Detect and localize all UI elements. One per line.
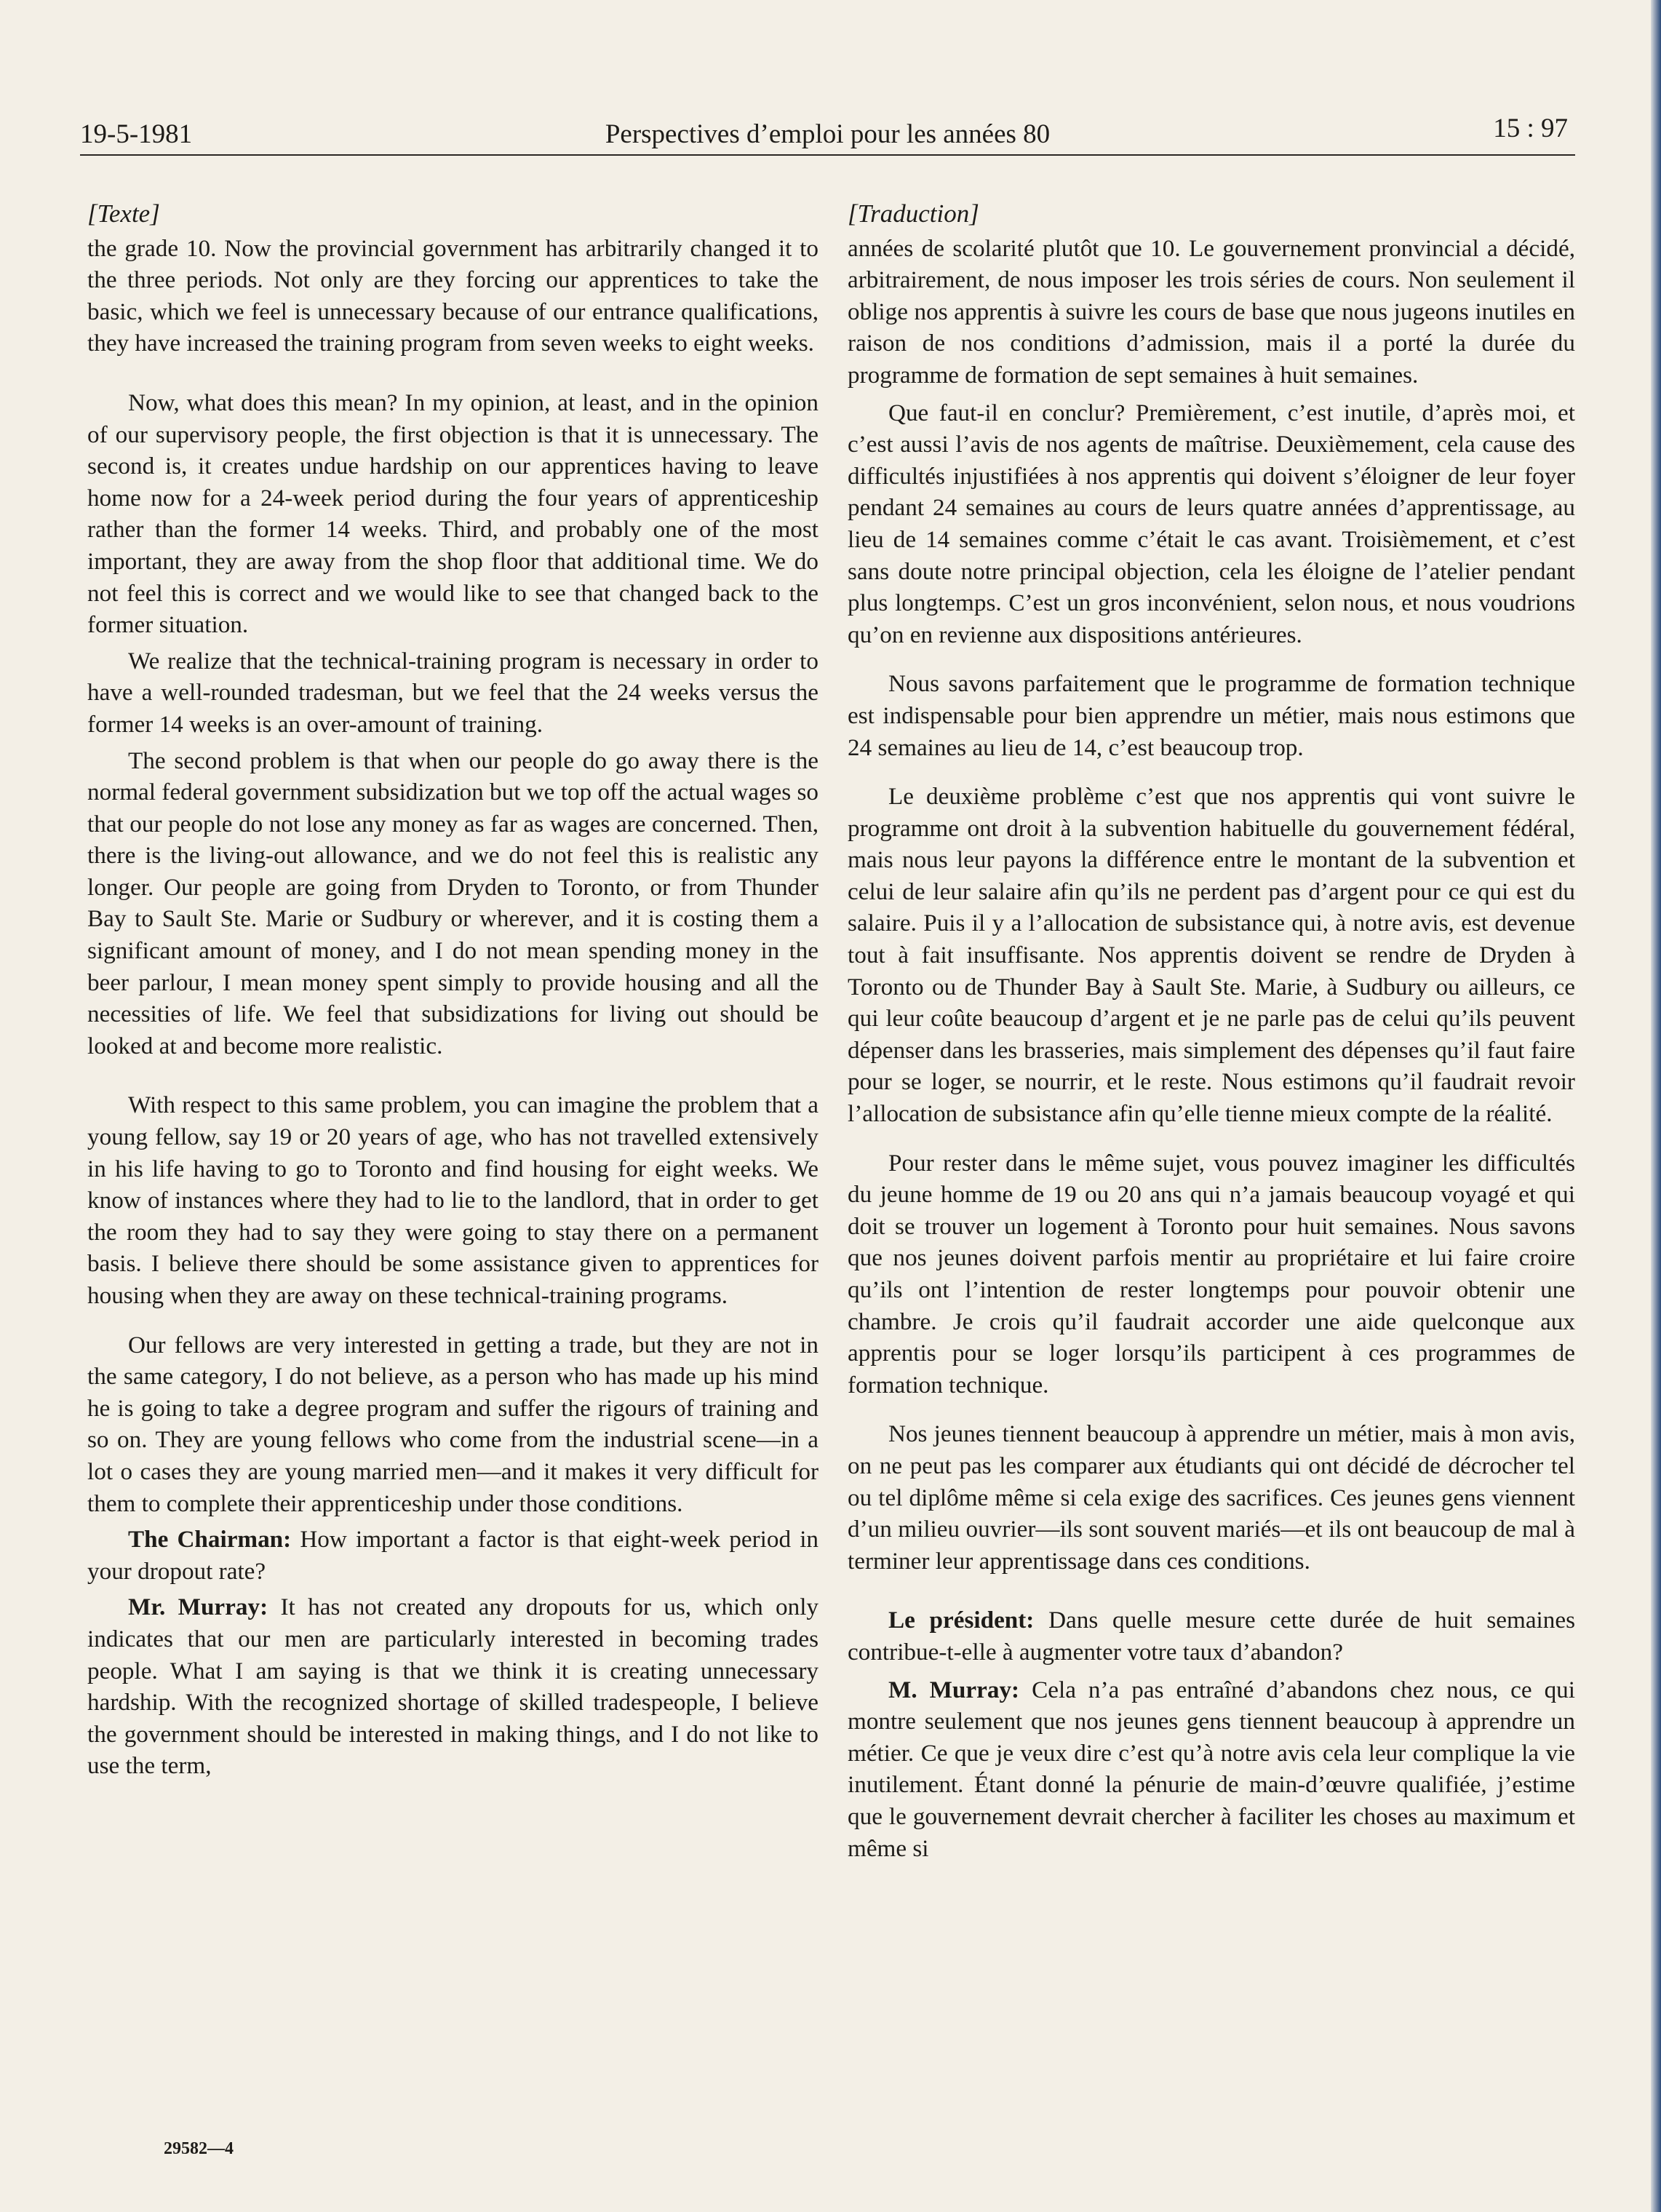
- speaker-name: Mr. Murray:: [128, 1594, 268, 1621]
- english-murray-answer: [87, 1591, 818, 1782]
- french-paragraph: Le deuxième problème c’est que nos apprentis qui vont suivre le programme ont droit à la subvention habituelle du gouvernement fédéral, mais nous leur payons la différence entre le montant de la subvention et celui de leur salaire afin qu’ils ne perdent pas d’argent pour ce qui est du salaire. Puis il y a l’allocation de subsistance qui, à notre avis, est devenue tout à fait insuffisante. Nos apprentis doivent se rendre de Dryden à Toronto ou de Thunder Bay à Sault Ste. Marie, à Sudbury ou ailleurs, ce qui leur coûte beaucoup d’argent et je ne parle pas de celui qu’ils peuvent dépenser dans les brasseries, mais simplement des dépenses qu’il faut faire pour se loger, se nourrir, et le reste. Nous estimons qu’il faudrait revoir l’allocation de subsistance afin qu’elle tienne mieux compte de la réalité.: [848, 783, 1575, 1128]
- header-title: Perspectives d’emploi pour les années 80: [605, 119, 1051, 149]
- speech-text: Dans quelle mesure cette durée de huit semaines contribue-t-elle à augmenter votre taux d’abandon?: [848, 1607, 1576, 1666]
- french-paragraph: Nos jeunes tiennent beaucoup à apprendre un métier, mais à mon avis, on ne peut pas les comparer aux étudiants qui ont décidé de décrocher tel ou tel diplôme même si cela exige des sacrifices. Ces jeunes gens viennent d’un milieu ouvrier—ils sont souvent mariés—et ils ont beaucoup de mal à terminer leur apprentissage dans ces conditions.: [848, 1420, 1575, 1575]
- french-paragraph: années de scolarité plutôt que 10. Le gouvernement pronvincial a décidé, arbitrairement, de nous imposer les trois séries de cours. Non seulement il oblige nos apprentis à suivre les cours de base que nous jugeons inutiles en raison de nos conditions d’admission, mais il a porté la durée du programme de formation de sept semaines à huit semaines.: [848, 234, 1575, 389]
- french-paragraph: Nous savons parfaitement que le programme de formation technique est indispensable pour bien apprendre un métier, mais nous estimons que 24 semaines au lieu de 14, c’est beaucoup trop.: [848, 670, 1575, 761]
- page-header: [80, 109, 1575, 156]
- english-paragraph: We realize that the technical-training program is necessary in order to have a well-rounded tradesman, but we feel that the 24 weeks versus the former 14 weeks is an over-amount of training.: [87, 647, 818, 738]
- french-murray-answer: [848, 1674, 1575, 1865]
- english-paragraph: Our fellows are very interested in getting a trade, but they are not in the same category, I do not believe, as a person who has made up his mind he is going to take a degree program and suffer the rigours of training and so on. They are young fellows who come from the industrial scene—in a lot o cases they are young married men—and it makes it very difficult for them to complete their apprenticeship under those conditions.: [87, 1331, 818, 1517]
- french-paragraph: Que faut-il en conclur? Premièrement, c’est inutile, d’après moi, et c’est aussi l’avis de nos agents de maîtrise. Deuxièmement, cela cause des difficultés injustifiées à nos apprentis qui doivent s’éloigner de leur foyer pendant 24 semaines au cours de leurs quatre années d’apprentissage, au lieu de 14 semaines comme c’était le cas avant. Troisièmement, et c’est sans doute notre principal objection, cela les éloigne de l’atelier pendant plus longtemps. C’est un gros inconvénient, selon nous, et nous voudrions qu’on en revienne aux dispositions antérieures.: [848, 399, 1575, 648]
- french-column-label: [Traduction]: [848, 199, 979, 228]
- footer-print-code: 29582—4: [164, 2139, 234, 2158]
- english-column: [87, 198, 818, 1782]
- header-date: 19-5-1981: [80, 119, 193, 149]
- speaker-name: Le président:: [888, 1607, 1035, 1634]
- speech-text: It has not created any dropouts for us, which only indicates that our men are particularly interested in becoming trades people. What I am saying is that we think it is creating unnecessary hardship. With the recognized shortage of skilled tradespeople, I believe the government should be interested in making things, and I do not like to use the term,: [87, 1594, 819, 1780]
- english-column-label: [Texte]: [87, 199, 160, 228]
- english-paragraph: the grade 10. Now the provincial government has arbitrarily changed it to the three periods. Not only are they forcing our apprentices to take the basic, which we feel is unnecessary because of our entrance qualifications, they have increased the training program from seven weeks to eight weeks.: [87, 234, 818, 357]
- speaker-name: The Chairman:: [128, 1526, 292, 1553]
- english-chairman-question: [87, 1524, 818, 1587]
- speech-text: Cela n’a pas entraîné d’abandons chez nous, ce qui montre seulement que nos jeunes gens tiennent beaucoup à apprendre un métier. Ce que je veux dire c’est qu’à notre avis cela leur complique la vie inutilement. Étant donné la pénurie de main-d’œuvre qualifiée, j’estime que le gouvernement devrait chercher à faciliter les choses au maximum et même si: [848, 1676, 1575, 1862]
- speaker-name: M. Murray:: [888, 1676, 1020, 1703]
- french-column: [848, 198, 1575, 1864]
- speech-text: How important a factor is that eight-week period in your dropout rate?: [87, 1526, 819, 1585]
- french-chairman-question: [848, 1604, 1575, 1668]
- english-paragraph: Now, what does this mean? In my opinion, at least, and in the opinion of our supervisory people, the first objection is that it is unnecessary. The second is, it creates undue hardship on our apprentices having to leave home now for a 24-week period during the four years of apprenticeship rather than the former 14 weeks. Third, and probably one of the most important, they are away from the shop floor that additional time. We do not feel this is correct and we would like to see that changed back to the former situation.: [87, 389, 818, 639]
- page-edge-binding: [1651, 0, 1661, 2212]
- french-paragraph: Pour rester dans le même sujet, vous pouvez imaginer les difficultés du jeune homme de 19 ou 20 ans qui n’a jamais beaucoup voyagé et qui doit se trouver un logement à Toronto pour huit semaines. Nous savons que nos jeunes doivent parfois mentir au propriétaire et lui faire croire qu’ils ont l’intention de rester longtemps pour pouvoir obtenir une chambre. Je crois qu’il faudrait accorder une aide quelconque aux apprentis pour se loger lorsqu’ils participent à ces programmes de formation technique.: [848, 1149, 1575, 1399]
- english-paragraph: The second problem is that when our people do go away there is the normal federal government subsidization but we top off the actual wages so that our people do not lose any money as far as wages are concerned. Then, there is the living-out allowance, and we do not feel this is realistic any longer. Our people are going from Dryden to Toronto, or from Thunder Bay to Sault Ste. Marie or Sudbury or wherever, and it is costing them a significant amount of money, and I do not mean spending money in the beer parlour, I mean money spent simply to provide housing and all the necessities of life. We feel that subsidizations for living out should be looked at and become more realistic.: [87, 747, 818, 1059]
- english-paragraph: With respect to this same problem, you can imagine the problem that a young fellow, say 19 or 20 years of age, who has not travelled extensively in his life having to go to Toronto and find housing for eight weeks. We know of instances where they had to lie to the landlord, that in order to get the room they had to say they were going to stay there on a permanent basis. I believe there should be some assistance given to apprentices for housing when they are away on these technical-training programs.: [87, 1091, 818, 1309]
- header-page-number: 15 : 97: [1493, 114, 1568, 143]
